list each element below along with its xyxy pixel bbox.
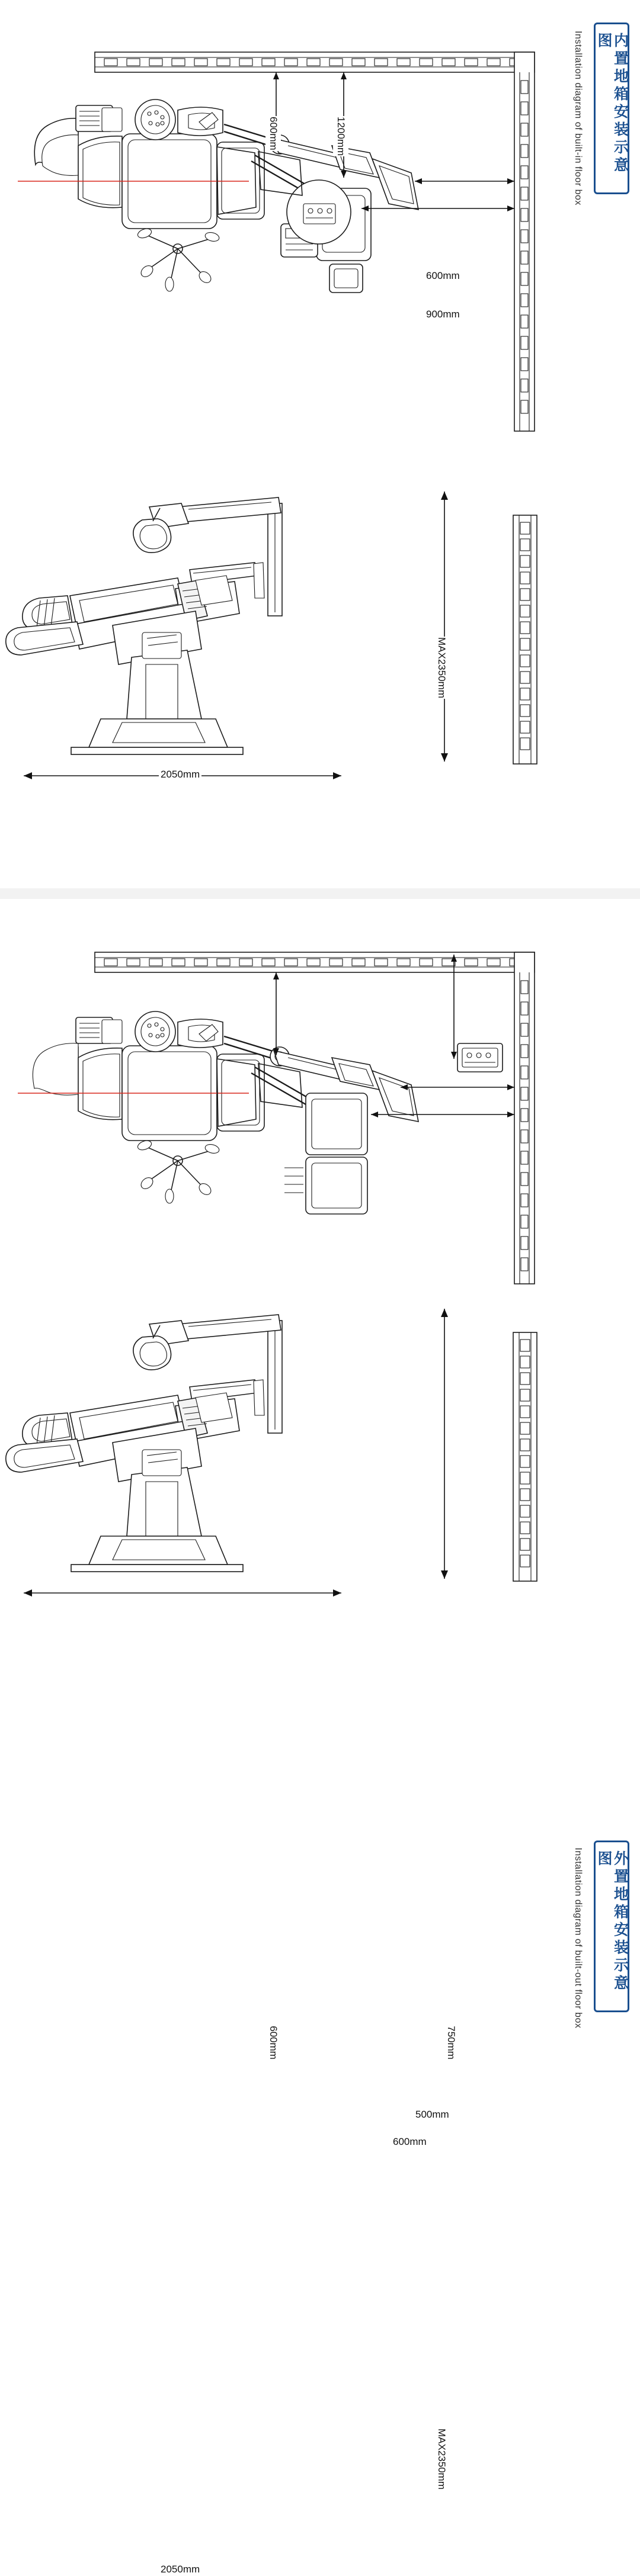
dim-side-builtout-max2350: MAX2350mm — [434, 2428, 449, 2490]
top-view-built-in-drawing — [0, 0, 640, 450]
stool-top-view — [136, 1139, 220, 1203]
dental-chair-side-view — [6, 1315, 282, 1572]
dim-top-builtout-500-horizontal: 500mm — [414, 2108, 451, 2121]
section-caption-built-out: Installation diagram of built-out floor box — [573, 1848, 583, 2029]
section-tab-built-out-label: 外置地箱安装示意图 — [596, 1851, 629, 1993]
dim-top-builtin-600-vertical: 600mm — [265, 116, 281, 151]
dental-chair-side-view — [6, 497, 282, 754]
section-divider — [0, 888, 640, 899]
dim-side-builtout-2050: 2050mm — [159, 2563, 201, 2576]
section-built-out — [0, 900, 640, 2575]
section-tab-built-out — [594, 1841, 629, 2012]
dim-top-builtin-600-horizontal: 600mm — [424, 269, 462, 282]
section-tab-built-in-label: 内置地箱安装示意图 — [596, 33, 629, 175]
top-view-built-out-drawing — [0, 900, 640, 1315]
section-tab-built-in — [594, 23, 629, 194]
dim-top-builtin-900-horizontal: 900mm — [424, 308, 462, 321]
dim-top-builtout-600-horizontal: 600mm — [391, 2135, 428, 2148]
dim-top-builtin-1200-vertical: 1200mm — [333, 116, 348, 156]
wall-vertical — [514, 52, 535, 431]
floor-box-built-in — [287, 180, 351, 244]
dim-side-builtin-max2350: MAX2350mm — [434, 637, 449, 699]
wall-vertical — [514, 952, 535, 1284]
side-view-built-out-drawing — [0, 1297, 640, 1711]
dim-top-builtout-750-vertical: 750mm — [443, 2025, 459, 2060]
wall-horizontal — [95, 952, 535, 972]
wall-horizontal — [95, 52, 535, 72]
dim-top-builtout-600-vertical: 600mm — [265, 2025, 281, 2060]
section-built-in — [0, 0, 640, 888]
floor-box-built-out — [457, 1043, 503, 1072]
wall-side-view — [513, 1332, 537, 1581]
side-view-built-in-drawing — [0, 480, 640, 894]
wall-side-view — [513, 515, 537, 764]
dim-side-builtin-2050: 2050mm — [159, 768, 201, 781]
section-caption-built-in: Installation diagram of built-in floor box — [573, 31, 583, 205]
stool-top-view — [136, 227, 220, 291]
dental-chair-top-view — [18, 99, 418, 293]
dental-chair-top-view — [18, 1011, 503, 1214]
